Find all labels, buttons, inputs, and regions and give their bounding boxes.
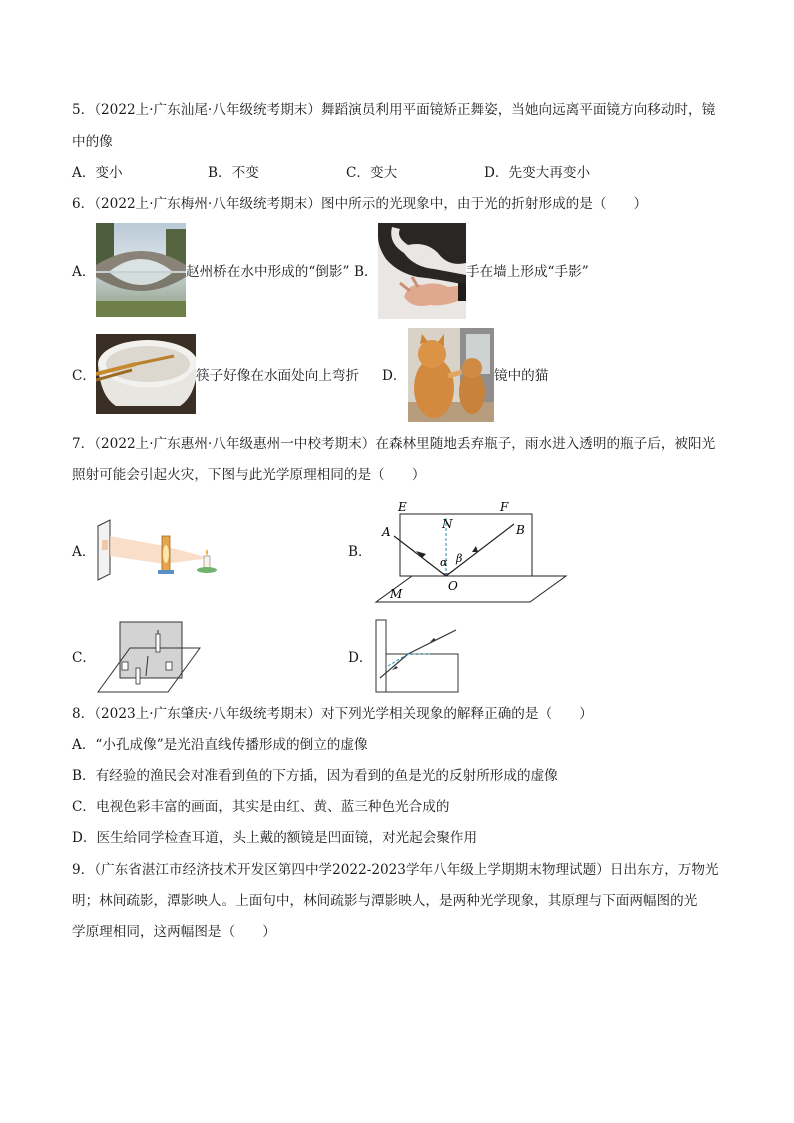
q8-option-d: D．医生给同学检查耳道，头上戴的额镜是凹面镜，对光起会聚作用: [72, 830, 478, 846]
q9-stem-line2: 明；林间疏影，潭影映人。上面句中，林间疏影与潭影映人，是两种光学现象，其原理与下面两幅图的光: [72, 893, 698, 909]
reflection-law-figure: [372, 498, 568, 604]
label-b: B: [516, 523, 525, 537]
q5-option-a: A．变小: [72, 165, 123, 181]
chopsticks-bowl-photo: [96, 334, 196, 414]
q6-option-a-text: 赵州桥在水中形成的“倒影”: [186, 264, 350, 280]
q7-option-c-label: C．: [72, 650, 96, 666]
q7-option-a-label: A．: [72, 544, 96, 560]
q5-option-d: D．先变大再变小: [484, 165, 591, 181]
label-e: E: [398, 500, 407, 514]
q6-option-d-text: 镜中的猫: [494, 368, 549, 384]
hand-shadow-photo: [378, 223, 466, 319]
q5-stem-line1: 5．（2022上·广东汕尾·八年级统考期末）舞蹈演员利用平面镜矫正舞姿，当她向远离平面镜方向移动时，镜: [72, 102, 716, 118]
q9-stem-line3: 学原理相同，这两幅图是（ ）: [72, 924, 276, 940]
q6-option-b-label: B．: [354, 264, 378, 280]
cat-mirror-photo: [408, 328, 494, 422]
q7-stem-line1: 7．（2022上·广东惠州·八年级惠州一中校考期末）在森林里随地丢弃瓶子，雨水进入透明的瓶子后，被阳光: [72, 436, 716, 452]
q5-stem-line2: 中的像: [72, 134, 113, 150]
q6-stem: 6．（2022上·广东梅州·八年级统考期末）图中所示的光现象中，由于光的折射形成的是（ ）: [72, 196, 648, 212]
q6-option-d-label: D．: [382, 368, 407, 384]
bridge-reflection-photo: [96, 223, 186, 317]
refraction-glass-figure: [374, 618, 460, 694]
label-f: F: [500, 500, 509, 514]
convex-lens-imaging-figure: [92, 516, 222, 584]
q9-stem-line1: 9．（广东省湛江市经济技术开发区第四中学2022-2023学年八年级上学期期末物理试题）日出东方，万物光: [72, 862, 719, 878]
q5-option-c: C．变大: [346, 165, 398, 181]
label-n: N: [442, 517, 453, 531]
q6-option-c-label: C．: [72, 368, 96, 384]
label-alpha: α: [440, 556, 448, 569]
plane-mirror-candle-figure: [96, 620, 202, 694]
q8-option-b: B．有经验的渔民会对准看到鱼的下方插，因为看到的鱼是光的反射所形成的虚像: [72, 768, 558, 784]
q6-option-b-text: 手在墙上形成“手影”: [466, 264, 589, 280]
label-o: O: [448, 579, 458, 593]
q5-option-b: B．不变: [208, 165, 259, 181]
q6-option-c-text: 筷子好像在水面处向上弯折: [196, 368, 360, 384]
q8-stem: 8．（2023上·广东肇庆·八年级统考期末）对下列光学相关现象的解释正确的是（ ）: [72, 706, 593, 722]
label-beta: β: [456, 552, 463, 565]
label-a: A: [382, 525, 391, 539]
q7-option-b-label: B．: [348, 544, 372, 560]
q8-option-a: A．“小孔成像”是光沿直线传播形成的倒立的虚像: [72, 737, 368, 753]
q6-option-a-label: A．: [72, 264, 96, 280]
q7-stem-line2: 照射可能会引起火灾，下图与此光学原理相同的是（ ）: [72, 467, 426, 483]
label-m: M: [390, 587, 403, 601]
q7-option-d-label: D．: [348, 650, 373, 666]
q8-option-c: C．电视色彩丰富的画面，其实是由红、黄、蓝三种色光合成的: [72, 799, 450, 815]
